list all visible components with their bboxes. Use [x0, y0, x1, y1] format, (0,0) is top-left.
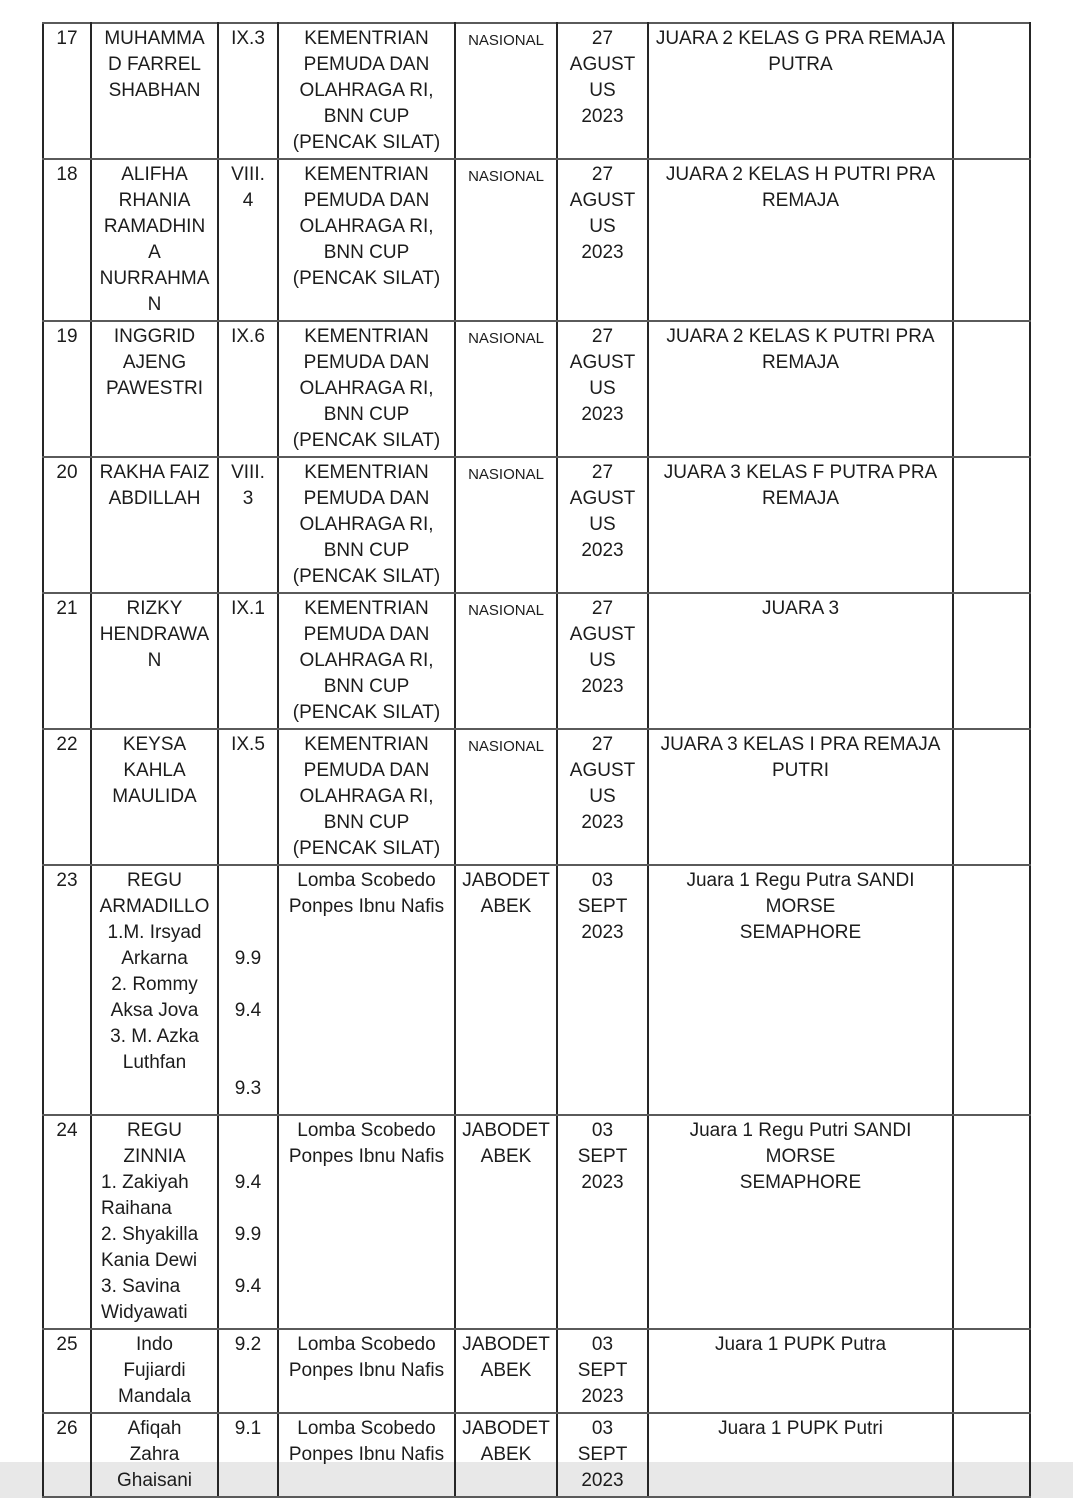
table-row — [43, 457, 1030, 593]
cell-line: ABEK — [480, 1444, 532, 1465]
cell-line: PEMUDA DAN — [303, 760, 430, 781]
cell-line: Ponpes Ibnu Nafis — [288, 896, 445, 917]
cell-notes — [953, 593, 1030, 729]
cell-line: OLAHRAGA RI, — [299, 650, 434, 671]
cell-line: 27 — [591, 598, 614, 619]
cell-line: (PENCAK SILAT) — [292, 702, 441, 723]
cell-cls — [218, 159, 278, 321]
cell-line: 2023 — [581, 106, 624, 127]
cell-line: REMAJA — [761, 488, 840, 509]
cell-line: OLAHRAGA RI, — [299, 378, 434, 399]
cell-line — [223, 1248, 273, 1274]
cell-line: REGU — [127, 870, 182, 891]
cell-line: Indo — [136, 1334, 173, 1355]
cell-name — [91, 1329, 218, 1413]
cell-achievement — [648, 1413, 953, 1497]
cell-line: NURRAHMA — [99, 268, 210, 289]
cell-line: ZINNIA — [123, 1146, 186, 1167]
cell-level — [455, 321, 557, 457]
cell-line: JUARA 3 — [761, 598, 840, 619]
cell-line: AGUST — [569, 54, 636, 75]
cell-line: KEMENTRIAN — [304, 462, 429, 483]
cell-line: (PENCAK SILAT) — [292, 430, 441, 451]
cell-achievement — [648, 159, 953, 321]
cell-notes — [953, 1115, 1030, 1329]
cell-cls — [218, 1329, 278, 1413]
cell-line: PEMUDA DAN — [303, 488, 430, 509]
cell-event — [278, 729, 455, 865]
cell-line: BNN CUP — [323, 404, 410, 425]
cell-event — [278, 593, 455, 729]
cell-line: N — [147, 294, 162, 315]
cell-level — [455, 729, 557, 865]
cell-date — [557, 1115, 648, 1329]
cell-line: 2023 — [581, 242, 624, 263]
cell-line: KEMENTRIAN — [304, 598, 429, 619]
cell-line: ARMADILLO — [99, 896, 210, 917]
cell-line: Ponpes Ibnu Nafis — [288, 1146, 445, 1167]
cell-line: 2. Rommy — [111, 974, 198, 995]
cell-achievement — [648, 321, 953, 457]
cell-line: 2023 — [581, 1386, 624, 1407]
cell-line: 9.4 — [234, 1276, 262, 1297]
cell-line: Ghaisani — [117, 1470, 192, 1491]
cell-line: Luthfan — [122, 1052, 187, 1073]
cell-line: AGUST — [569, 352, 636, 373]
cell-date — [557, 23, 648, 159]
cell-line: NASIONAL — [468, 32, 544, 49]
table-row — [43, 729, 1030, 865]
cell-line: Zahra — [129, 1444, 180, 1465]
cell-line: A — [148, 242, 161, 263]
cell-line: US — [589, 378, 616, 399]
cell-line: Arkarna — [121, 948, 188, 969]
cell-line: IX.5 — [231, 734, 265, 755]
cell-line: KEMENTRIAN — [304, 164, 429, 185]
table-row — [43, 321, 1030, 457]
cell-line: 9.3 — [234, 1078, 262, 1099]
cell-level — [455, 865, 557, 1115]
cell-line: REMAJA — [761, 190, 840, 211]
cell-line: BNN CUP — [323, 242, 410, 263]
cell-line: NASIONAL — [468, 330, 544, 347]
cell-line: OLAHRAGA RI, — [299, 514, 434, 535]
cell-line: SHABHAN — [108, 80, 201, 101]
cell-line: 27 — [591, 462, 614, 483]
table-row — [43, 1115, 1030, 1329]
cell-line: KEMENTRIAN — [304, 734, 429, 755]
cell-line: 27 — [591, 28, 614, 49]
cell-line: REGU — [127, 1120, 182, 1141]
cell-line: INGGRID — [113, 326, 196, 347]
cell-no — [43, 1329, 91, 1413]
cell-line: 22 — [56, 734, 78, 755]
cell-line: 17 — [56, 28, 78, 49]
table-row — [43, 159, 1030, 321]
cell-line — [223, 894, 273, 920]
cell-line: JABODET — [462, 1334, 550, 1355]
cell-no — [43, 159, 91, 321]
cell-line: 2023 — [581, 404, 624, 425]
cell-level — [455, 159, 557, 321]
cell-line: PEMUDA DAN — [303, 624, 430, 645]
cell-notes — [953, 865, 1030, 1115]
table-row — [43, 1413, 1030, 1497]
cell-line: MUHAMMA — [104, 28, 205, 49]
cell-line: KAHLA — [123, 760, 186, 781]
cell-name — [91, 23, 218, 159]
cell-line — [223, 972, 273, 998]
cell-line: RIZKY — [126, 598, 183, 619]
cell-line: ABEK — [480, 896, 532, 917]
cell-cls — [218, 593, 278, 729]
cell-line — [223, 1024, 273, 1050]
cell-line: (PENCAK SILAT) — [292, 268, 441, 289]
cell-achievement — [648, 1329, 953, 1413]
cell-no — [43, 1115, 91, 1329]
cell-cls — [218, 865, 278, 1115]
cell-line: Lomba Scobedo — [297, 1120, 436, 1141]
cell-line: RAMADHIN — [103, 216, 206, 237]
cell-line: 23 — [56, 870, 78, 891]
cell-line: ABDILLAH — [108, 488, 201, 509]
cell-level — [455, 23, 557, 159]
cell-event — [278, 1329, 455, 1413]
cell-line: SEPT — [577, 1146, 628, 1167]
cell-event — [278, 23, 455, 159]
cell-line: KEMENTRIAN — [304, 28, 429, 49]
cell-line: 2. Shyakilla — [101, 1224, 199, 1245]
cell-line: AGUST — [569, 190, 636, 211]
cell-cls — [218, 1413, 278, 1497]
cell-name — [91, 593, 218, 729]
cell-no — [43, 321, 91, 457]
cell-line: 9.9 — [234, 1224, 262, 1245]
cell-date — [557, 159, 648, 321]
cell-name — [91, 1413, 218, 1497]
achievements-table-body — [43, 23, 1030, 1497]
cell-line: PEMUDA DAN — [303, 190, 430, 211]
cell-level — [455, 593, 557, 729]
cell-date — [557, 1413, 648, 1497]
cell-line: Fujiardi — [123, 1360, 186, 1381]
cell-no — [43, 23, 91, 159]
cell-line — [223, 1196, 273, 1222]
cell-line: JUARA 3 KELAS I PRA REMAJA — [660, 734, 941, 755]
cell-line: ABEK — [480, 1146, 532, 1167]
cell-achievement — [648, 1115, 953, 1329]
cell-line: SEPT — [577, 896, 628, 917]
cell-line: 9.9 — [234, 948, 262, 969]
cell-line: 1.M. Irsyad — [107, 922, 202, 943]
cell-date — [557, 865, 648, 1115]
cell-level — [455, 457, 557, 593]
cell-name — [91, 159, 218, 321]
cell-line: BNN CUP — [323, 106, 410, 127]
cell-line: IX.1 — [231, 598, 265, 619]
table-row — [43, 23, 1030, 159]
cell-line: BNN CUP — [323, 676, 410, 697]
cell-line: 2023 — [581, 540, 624, 561]
cell-line: 3. M. Azka — [110, 1026, 199, 1047]
cell-line: Kania Dewi — [101, 1250, 198, 1271]
cell-line: 1. Zakiyah — [101, 1172, 189, 1193]
cell-line: 2023 — [581, 676, 624, 697]
cell-line: AJENG — [122, 352, 187, 373]
cell-line: JUARA 2 KELAS H PUTRI PRA — [665, 164, 936, 185]
cell-line: SEMAPHORE — [739, 1172, 862, 1193]
cell-date — [557, 729, 648, 865]
cell-no — [43, 1413, 91, 1497]
cell-line: US — [589, 514, 616, 535]
cell-line: Ponpes Ibnu Nafis — [288, 1360, 445, 1381]
table-row — [43, 593, 1030, 729]
cell-date — [557, 321, 648, 457]
cell-line: 19 — [56, 326, 78, 347]
cell-date — [557, 1329, 648, 1413]
cell-line: ABEK — [480, 1360, 532, 1381]
cell-line: Afiqah — [127, 1418, 182, 1439]
cell-line: RHANIA — [118, 190, 191, 211]
cell-line: KEMENTRIAN — [304, 326, 429, 347]
cell-line: 24 — [56, 1120, 78, 1141]
cell-line: D FARREL — [108, 54, 201, 75]
cell-name — [91, 321, 218, 457]
cell-event — [278, 159, 455, 321]
cell-line: BNN CUP — [323, 540, 410, 561]
cell-event — [278, 457, 455, 593]
cell-line — [223, 920, 273, 946]
cell-line: Aksa Jova — [110, 1000, 199, 1021]
cell-notes — [953, 23, 1030, 159]
cell-cls — [218, 321, 278, 457]
cell-line: 27 — [591, 326, 614, 347]
cell-achievement — [648, 729, 953, 865]
cell-line: NASIONAL — [468, 466, 544, 483]
cell-event — [278, 1115, 455, 1329]
cell-line: 3. Savina — [101, 1276, 181, 1297]
cell-line: Juara 1 PUPK Putra — [714, 1334, 887, 1355]
cell-line: 3 — [242, 488, 254, 509]
cell-line — [223, 1144, 273, 1170]
cell-line: 2023 — [581, 922, 624, 943]
cell-line: 25 — [56, 1334, 78, 1355]
cell-no — [43, 457, 91, 593]
cell-line — [223, 868, 273, 894]
cell-line: PEMUDA DAN — [303, 352, 430, 373]
cell-line: Raihana — [101, 1198, 172, 1219]
cell-level — [455, 1329, 557, 1413]
cell-date — [557, 593, 648, 729]
cell-line: REMAJA — [761, 352, 840, 373]
cell-line — [223, 1050, 273, 1076]
cell-notes — [953, 1329, 1030, 1413]
cell-line: 20 — [56, 462, 78, 483]
cell-line: 9.4 — [234, 1000, 262, 1021]
cell-line: 9.1 — [234, 1418, 262, 1439]
cell-line: IX.3 — [231, 28, 265, 49]
cell-line: US — [589, 786, 616, 807]
cell-line: AGUST — [569, 488, 636, 509]
cell-name — [91, 729, 218, 865]
cell-line: 4 — [242, 190, 254, 211]
cell-line: RAKHA FAIZ — [99, 462, 210, 483]
cell-line: NASIONAL — [468, 168, 544, 185]
cell-line: 2023 — [581, 1470, 624, 1491]
cell-line: OLAHRAGA RI, — [299, 80, 434, 101]
cell-line: SEPT — [577, 1444, 628, 1465]
cell-line: Mandala — [118, 1386, 191, 1407]
cell-line: (PENCAK SILAT) — [292, 566, 441, 587]
cell-line: 26 — [56, 1418, 78, 1439]
cell-line: Lomba Scobedo — [297, 870, 436, 891]
cell-name — [91, 457, 218, 593]
cell-line: NASIONAL — [468, 602, 544, 619]
cell-line: ALIFHA — [121, 164, 188, 185]
cell-line: JABODET — [462, 1418, 550, 1439]
cell-cls — [218, 457, 278, 593]
cell-line: Juara 1 PUPK Putri — [718, 1418, 883, 1439]
cell-line: SEPT — [577, 1360, 628, 1381]
table-row — [43, 1329, 1030, 1413]
cell-line: 03 — [591, 1120, 614, 1141]
cell-line: JUARA 2 KELAS G PRA REMAJA — [655, 28, 946, 49]
cell-line: PUTRA — [768, 54, 833, 75]
cell-achievement — [648, 593, 953, 729]
cell-line: Lomba Scobedo — [297, 1334, 436, 1355]
cell-line: KEYSA — [122, 734, 187, 755]
cell-line: SEMAPHORE — [739, 922, 862, 943]
table-row — [43, 865, 1030, 1115]
cell-line: Ponpes Ibnu Nafis — [288, 1444, 445, 1465]
cell-cls — [218, 729, 278, 865]
cell-level — [455, 1115, 557, 1329]
cell-line: PEMUDA DAN — [303, 54, 430, 75]
cell-line: US — [589, 650, 616, 671]
cell-line: 2023 — [581, 812, 624, 833]
cell-line: (PENCAK SILAT) — [292, 838, 441, 859]
cell-name — [91, 1115, 218, 1329]
cell-line: VIII. — [231, 462, 265, 483]
cell-notes — [953, 321, 1030, 457]
cell-line: Widyawati — [101, 1302, 188, 1323]
cell-line: US — [589, 80, 616, 101]
cell-line: JUARA 3 KELAS F PUTRA PRA — [663, 462, 938, 483]
cell-line: JABODET — [462, 1120, 550, 1141]
cell-line: JUARA 2 KELAS K PUTRI PRA — [666, 326, 935, 347]
cell-line: Juara 1 Regu Putri SANDI MORSE — [689, 1120, 912, 1167]
cell-notes — [953, 1413, 1030, 1497]
cell-line — [223, 1118, 273, 1144]
cell-no — [43, 865, 91, 1115]
cell-cls — [218, 23, 278, 159]
cell-line: 27 — [591, 164, 614, 185]
cell-achievement — [648, 457, 953, 593]
cell-line: 9.4 — [234, 1172, 262, 1193]
cell-date — [557, 457, 648, 593]
cell-notes — [953, 159, 1030, 321]
cell-line: 03 — [591, 1418, 614, 1439]
cell-line: AGUST — [569, 624, 636, 645]
cell-line: 2023 — [581, 1172, 624, 1193]
cell-line: OLAHRAGA RI, — [299, 786, 434, 807]
cell-line: OLAHRAGA RI, — [299, 216, 434, 237]
cell-cls — [218, 1115, 278, 1329]
cell-line: 9.2 — [234, 1334, 262, 1355]
cell-achievement — [648, 23, 953, 159]
cell-line: Lomba Scobedo — [297, 1418, 436, 1439]
cell-notes — [953, 729, 1030, 865]
cell-line: (PENCAK SILAT) — [292, 132, 441, 153]
cell-line: PUTRI — [772, 760, 829, 781]
cell-line: BNN CUP — [323, 812, 410, 833]
cell-line: 27 — [591, 734, 614, 755]
cell-line: 03 — [591, 870, 614, 891]
cell-no — [43, 593, 91, 729]
cell-event — [278, 865, 455, 1115]
cell-line: NASIONAL — [468, 738, 544, 755]
cell-name — [91, 865, 218, 1115]
cell-line: AGUST — [569, 760, 636, 781]
cell-line: IX.6 — [231, 326, 265, 347]
cell-line: US — [589, 216, 616, 237]
cell-line: MAULIDA — [112, 786, 197, 807]
cell-line: PAWESTRI — [105, 378, 204, 399]
cell-line: Juara 1 Regu Putra SANDI MORSE — [686, 870, 915, 917]
cell-line: VIII. — [231, 164, 265, 185]
cell-line: N — [147, 650, 162, 671]
cell-achievement — [648, 865, 953, 1115]
achievements-table — [42, 22, 1031, 1498]
cell-line: 18 — [56, 164, 78, 185]
cell-line: 21 — [56, 598, 78, 619]
cell-line: JABODET — [462, 870, 550, 891]
cell-line: HENDRAWA — [99, 624, 210, 645]
cell-level — [455, 1413, 557, 1497]
cell-event — [278, 1413, 455, 1497]
cell-event — [278, 321, 455, 457]
cell-line: 03 — [591, 1334, 614, 1355]
cell-no — [43, 729, 91, 865]
cell-notes — [953, 457, 1030, 593]
